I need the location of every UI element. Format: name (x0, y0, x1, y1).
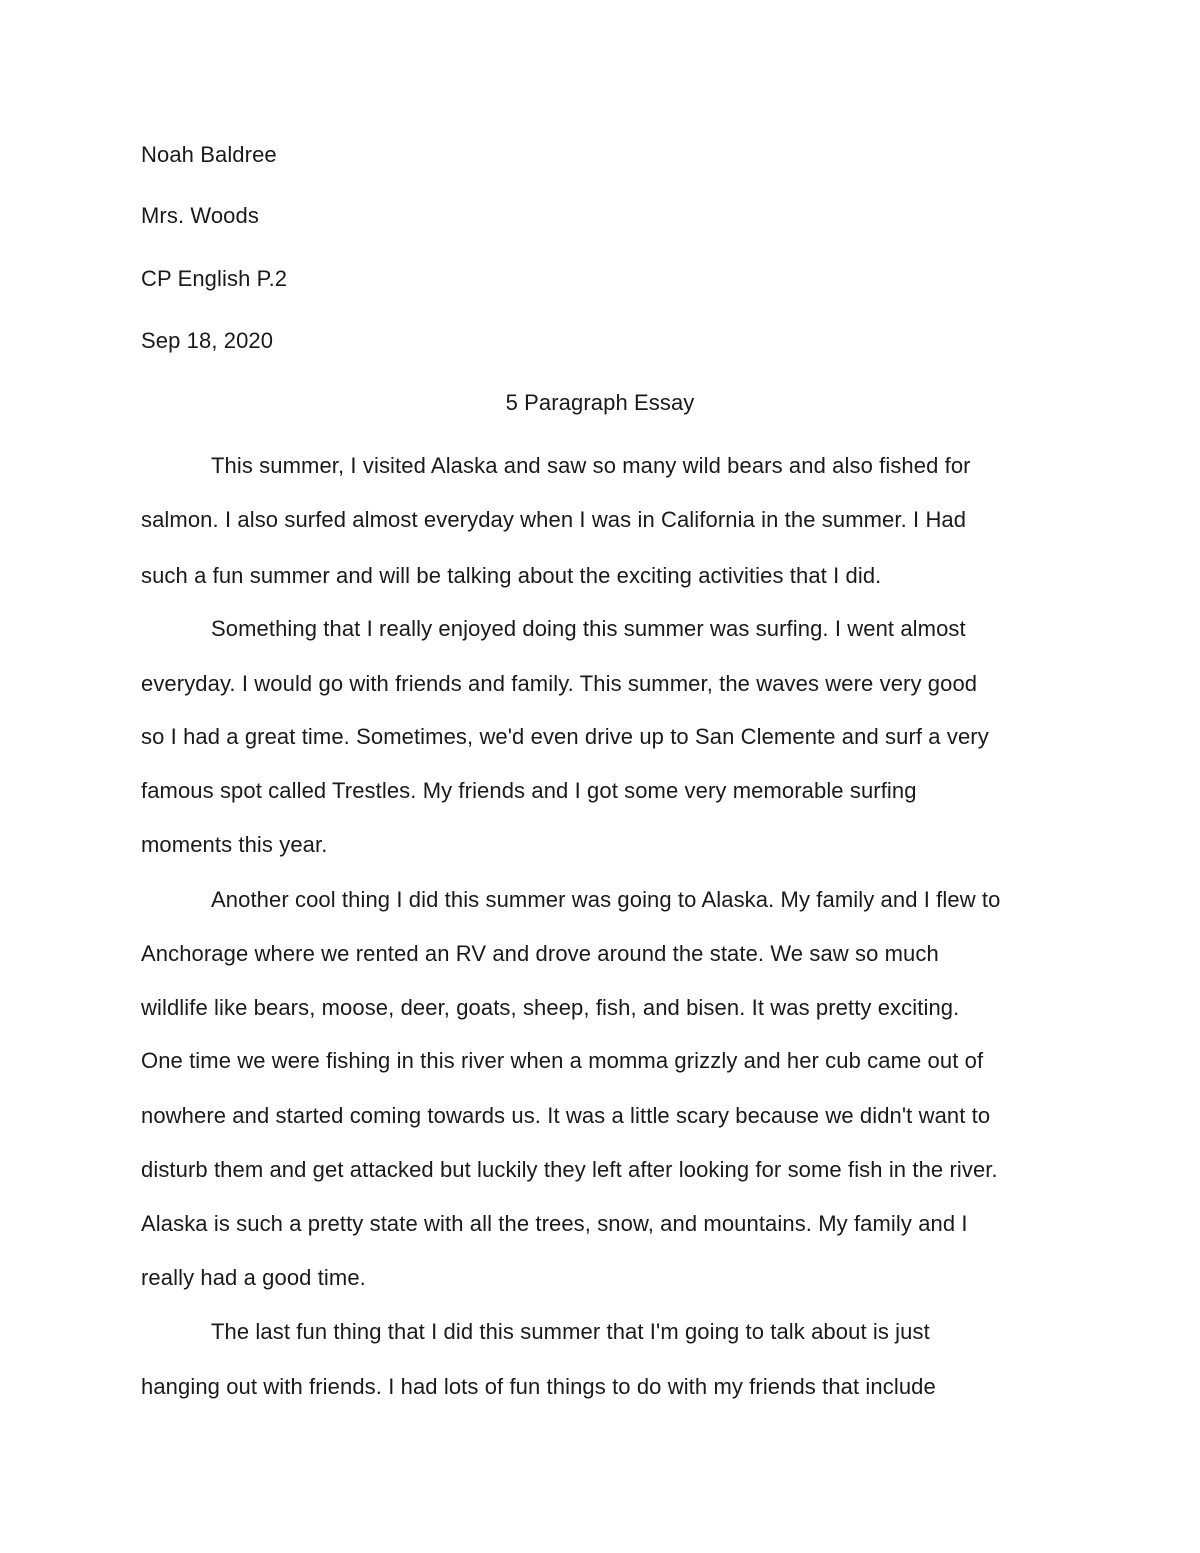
paragraph-line: really had a good time. (141, 1265, 366, 1290)
paragraph-line: wildlife like bears, moose, deer, goats, sheep, fish, and bisen. It was pretty exciting. (141, 995, 960, 1020)
paragraph-line: The last fun thing that I did this summer that I'm going to talk about is just (211, 1319, 930, 1344)
paragraph-line: moments this year. (141, 832, 328, 857)
paragraph-line: famous spot called Trestles. My friends and I got some very memorable surfing (141, 778, 917, 803)
teacher-name: Mrs. Woods (141, 203, 259, 228)
paragraph-line: Anchorage where we rented an RV and drove around the state. We saw so much (141, 941, 939, 966)
essay-title: 5 Paragraph Essay (505, 390, 695, 415)
paragraph-line: everyday. I would go with friends and family. This summer, the waves were very good (141, 671, 978, 696)
essay-date: Sep 18, 2020 (141, 328, 274, 353)
paragraph-line: disturb them and get attacked but luckily they left after looking for some fish in the river. (141, 1157, 998, 1182)
paragraph-line: nowhere and started coming towards us. It was a little scary because we didn't want to (141, 1103, 991, 1128)
paragraph-line: so I had a great time. Sometimes, we'd even drive up to San Clemente and surf a very (141, 724, 989, 749)
student-name: Noah Baldree (141, 142, 277, 167)
course-name: CP English P.2 (141, 266, 288, 291)
paragraph-line: Alaska is such a pretty state with all the trees, snow, and mountains. My family and I (141, 1211, 968, 1236)
paragraph-line: hanging out with friends. I had lots of fun things to do with my friends that include (141, 1374, 936, 1399)
paragraph-line: salmon. I also surfed almost everyday when I was in California in the summer. I Had (141, 507, 967, 532)
paragraph-line: Another cool thing I did this summer was going to Alaska. My family and I flew to (211, 887, 1001, 912)
paragraph-line: such a fun summer and will be talking about the exciting activities that I did. (141, 563, 882, 588)
paragraph-line: Something that I really enjoyed doing this summer was surfing. I went almost (211, 616, 966, 641)
paragraph-line: One time we were fishing in this river when a momma grizzly and her cub came out of (141, 1048, 984, 1073)
paragraph-line: This summer, I visited Alaska and saw so many wild bears and also fished for (211, 453, 971, 478)
